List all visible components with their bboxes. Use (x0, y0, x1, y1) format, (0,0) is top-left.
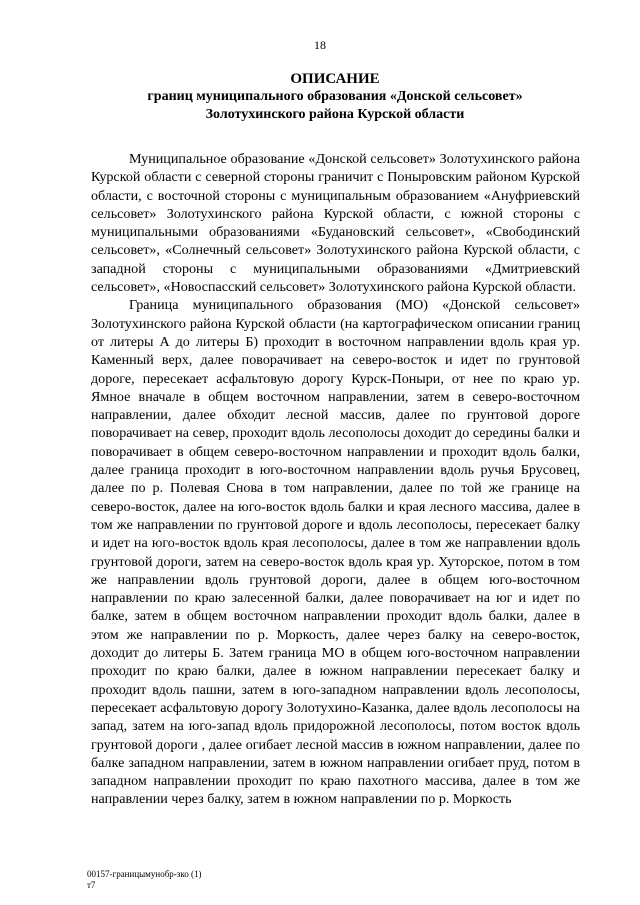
page-number: 18 (314, 38, 326, 52)
paragraph-1: Муниципальное образование «Донской сельсовет» Золотухинского района Курской области с северной стороны граничит с Поныровским районом Курской области, с восточной стороны с муниципальным образованием «Ануфриевский сельсовет» Золотухинского района Курской области, с южной стороны с муниципальными образованиями «Будановский сельсовет», «Свободинский сельсовет», «Солнечный сельсовет» Золотухинского района Курской области, с западной стороны с муниципальными образованиями «Дмитриевский сельсовет», «Новоспасский сельсовет» Золотухинского района Курской области. (91, 151, 580, 296)
subtitle-line-1: границ муниципального образования «Донской сельсовет» (147, 89, 523, 104)
subtitle-line-2: Золотухинского района Курской области (205, 107, 465, 122)
body-text (91, 150, 580, 809)
footer-code: т7 (87, 880, 96, 890)
footer (87, 869, 201, 891)
footer-filename: 00157-границымунобр-зко (1) (87, 869, 202, 879)
document-subtitle (60, 88, 610, 124)
document-title: ОПИСАНИЕ (290, 71, 380, 87)
paragraph-2: Граница муниципального образования (МО) «Донской сельсовет» Золотухинского района Курской области (на картографическом описании границ от литеры А до литеры Б) проходит в восточном направлении вдоль края ур. Каменный верх, далее поворачивает на северо-восток и идет по грунтовой дороге, пересекает асфальтовую дорогу Курск-Поныри, от нее по краю ур. Ямное вначале в общем восточном направлении, затем в северо-восточном направлении, далее обходит лесной массив, далее по грунтовой дороге поворачивает на север, проходит вдоль лесополосы доходит до середины балки и поворачивает в общем северо-восточном направлении и проходит вдоль балки, далее граница проходит в юго-восточном направлении вдоль ручья Брусовец, далее по р. Полевая Снова в том направлении, далее по той же границе на северо-восток, далее на юго-восток вдоль балки и края лесного массива, далее в том же направлении по грунтовой дороге и вдоль лесополосы, пересекает балку и идет на юго-восток вдоль края лесополосы, далее в том же направлении вдоль грунтовой дороги, затем на северо-восток вдоль края ур. Хуторское, потом в том же направлении вдоль грунтовой дороги, далее в общем юго-восточном направлении по краю залесенной балки, далее поворачивает на юг и идет по балке, затем в общем восточном направлении проходит вдоль балки, далее в этом же направлении по р. Моркость, далее через балку на северо-восток, доходит до литеры Б. Затем граница МО в общем юго-восточном направлении проходит по краю балки, далее в южном направлении пересекает балку и проходит вдоль пашни, затем в юго-западном направлении вдоль лесополосы, пересекает асфальтовую дорогу Золотухино-Казанка, далее вдоль лесополосы на запад, затем на юго-запад вдоль придорожной лесополосы, потом восток вдоль грунтовой дороги , далее огибает лесной массив в южном направлении, далее по балке западном направлении, затем в южном направлении огибает пруд, потом в западном направлении проходит по краю пахотного массива, далее в том же направлении через балку, затем в южном направлении по р. Моркость (91, 297, 580, 808)
